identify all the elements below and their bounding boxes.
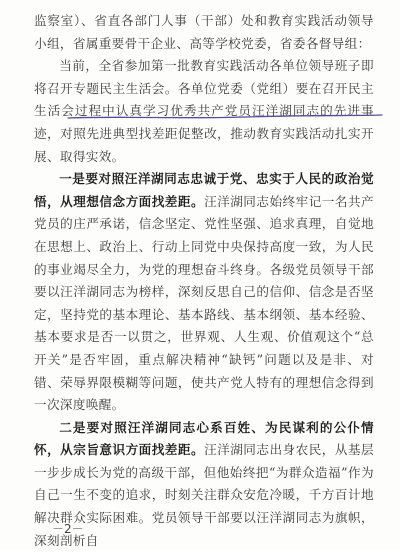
page-number: －2－ xyxy=(52,522,84,536)
lead-paragraph-rest: 召开专题民主生活会。各单位党委（党组）要在召开民主生活会过程中认真学习优秀共产党员汪洋湖同志的先进事迹，对照先进典型找差距促整改，推动教育实践活动扎实开展、取得实效。 xyxy=(34,80,375,164)
section-2-body: 汪洋湖同志出身农民，从基层一步步成长为党的高级干部，但他始终把“为群众造福”作为自己一生不变的追求，时刻关注群众安危冷暖，千方百计地解决群众实际困难。党员领导干部要以汪洋湖同志为旗帜，深刻剖析自 xyxy=(34,442,374,548)
section-1-paragraph xyxy=(34,168,374,417)
section-2-paragraph xyxy=(34,417,374,552)
intro-paragraph: 监察室）、省直各部门人事（干部）处和教育实践活动领导小组，省属重要骨干企业、高等学校党委，省委各督导组： xyxy=(34,13,374,51)
lead-paragraph xyxy=(34,55,374,168)
document-body xyxy=(34,10,374,552)
highlighted-sentence: 当前，全省参加第一批教育实践活动各单位领导班子即将 xyxy=(34,58,374,96)
section-1-heading: 一是要对照汪洋湖同志忠诚于党、忠实于人民的政治觉悟，从理想信念方面找差距。 xyxy=(34,171,374,209)
section-1-body: 汪洋湖同志始终牢记一名共产党员的庄严承诺，信念坚定、党性坚强、追求真理，自觉地在思想上、政治上、行动上同党中央保持高度一致，为人民的事业竭尽全力，为党的理想奋斗终身。各级党员领导干部要以汪洋湖同志为榜样，深刻反思自己的信仰、信念是否坚定，坚持党的基本理论、基本路线、基本纲领、基本经验、基本要求是否一以贯之，世界观、人生观、价值观这个“总开关”是否牢固，重点解决精神“缺钙”问题以及是非、对错、荣辱界限模糊等问题，使共产党人特有的理想信念得到一次深度唤醒。 xyxy=(34,193,374,413)
section-2-heading: 二是要对照汪洋湖同志心系百姓、为民谋利的公仆情怀，从宗旨意识方面找差距。 xyxy=(34,419,374,458)
